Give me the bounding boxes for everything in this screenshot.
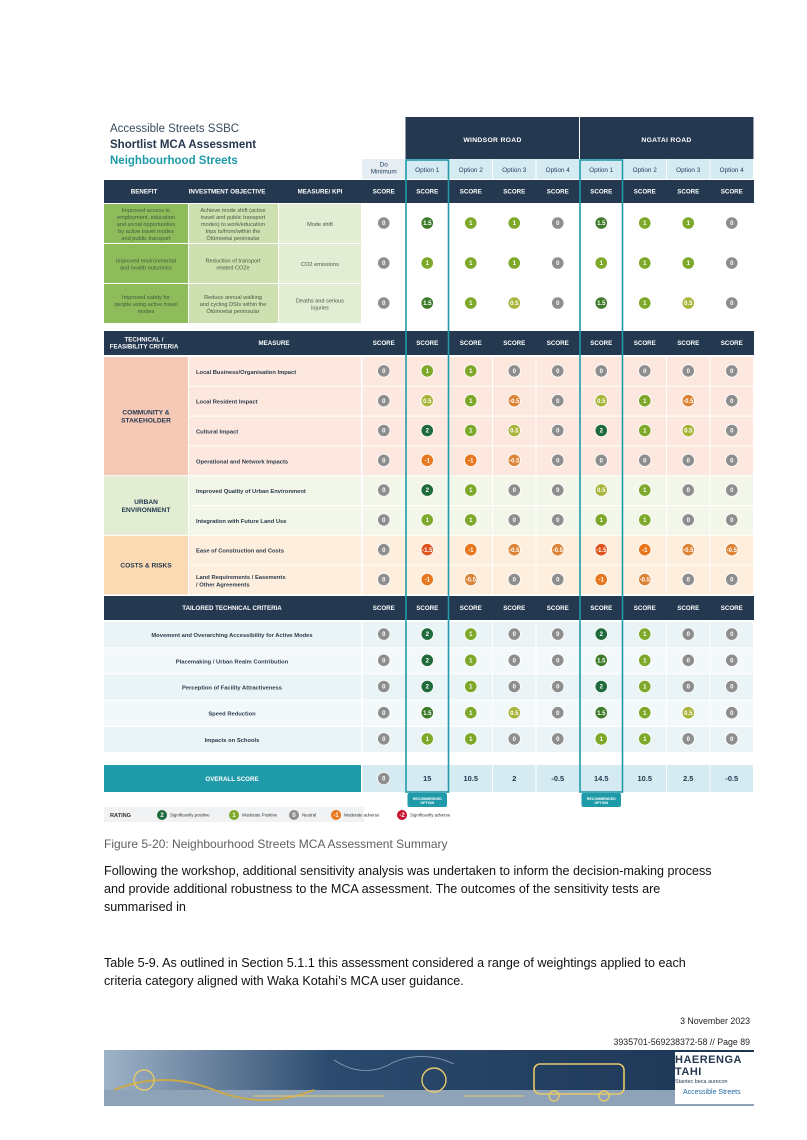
- kpi-text: Mode shift: [307, 222, 333, 228]
- overall-value: -0.5: [551, 774, 565, 784]
- benefit-text: and public transport: [121, 236, 171, 242]
- score-value: -0.5: [683, 398, 694, 405]
- objective-text: Ōtūmoetai peninsular: [206, 309, 260, 315]
- score-value: -1: [642, 547, 648, 554]
- score-value: 0: [512, 684, 516, 691]
- score-value: 0.5: [510, 301, 519, 308]
- logo-line-1: HAERENGA: [675, 1054, 742, 1066]
- group-label: URBAN: [134, 499, 158, 506]
- legend-label: Moderate Positive: [242, 812, 278, 818]
- footer-banner-illustration: [104, 1050, 754, 1106]
- score-header: SCORE: [590, 605, 613, 612]
- mca-assessment-figure: [104, 117, 754, 827]
- score-value: 0: [556, 221, 560, 228]
- measure-label: Land Requirements / Easements: [196, 574, 286, 581]
- score-value: 0: [643, 369, 647, 375]
- option-label: Option 1: [589, 167, 614, 174]
- score-value: 0: [599, 369, 603, 375]
- score-value: 0: [382, 577, 386, 584]
- benefit-text: Improved safety for: [122, 295, 170, 301]
- section-header-label: FEASIBILITY CRITERIA: [109, 343, 179, 351]
- score-value: 2: [425, 632, 429, 639]
- score-value: -0.5: [639, 577, 650, 584]
- score-value: 2: [599, 632, 603, 639]
- group-label: COMMUNITY &: [122, 409, 170, 417]
- measure-label: Local Business/Organisation Impact: [196, 369, 297, 376]
- overall-value: 15: [423, 774, 432, 784]
- score-value: 0: [730, 577, 734, 584]
- score-value: 0: [556, 488, 560, 495]
- recommended-label: OPTION: [420, 801, 435, 806]
- score-header: SCORE: [416, 188, 439, 196]
- figure-subtitle: Shortlist MCA Assessment: [110, 139, 257, 151]
- figure-caption: Figure 5-20: Neighbourhood Streets MCA Assessment Summary: [104, 837, 448, 851]
- score-value: -0.5: [509, 547, 520, 554]
- section-header-label: TAILORED TECHNICAL CRITERIA: [182, 605, 282, 612]
- tailored-measure-label: Speed Reduction: [208, 711, 256, 718]
- score-value: 0: [556, 398, 560, 405]
- benefit-text: people using active travel: [114, 302, 178, 308]
- overall-value: 14.5: [594, 774, 609, 784]
- score-header: SCORE: [720, 340, 743, 347]
- score-value: 0: [686, 369, 690, 375]
- score-value: 1: [512, 221, 516, 228]
- score-value: 0: [382, 488, 386, 495]
- score-value: 0: [730, 632, 734, 639]
- overall-value: -0.5: [725, 774, 739, 784]
- option-label: Option 4: [545, 167, 570, 174]
- score-value: 0: [512, 577, 516, 584]
- score-value: 0: [730, 710, 734, 717]
- score-value: 0: [556, 261, 560, 268]
- score-value: 1: [469, 710, 473, 717]
- benefit-text: modes: [137, 309, 155, 315]
- score-value: 0: [382, 221, 386, 228]
- section-header-label: INVESTMENT OBJECTIVE: [188, 188, 266, 196]
- score-value: 0: [382, 737, 386, 743]
- score-value: 0: [730, 428, 734, 435]
- benefit-text: and social opportunities: [116, 222, 176, 228]
- score-header: SCORE: [677, 605, 700, 612]
- score-header: SCORE: [677, 340, 700, 347]
- document-reference: 3935701-569238372-58 // Page 89: [613, 1037, 750, 1047]
- figure-title: Accessible Streets SSBC: [110, 123, 240, 135]
- score-value: 1: [686, 261, 690, 268]
- body-paragraph-1: Following the workshop, additional sensitivity analysis was undertaken to inform the decision-making process and provide additional robustness to the MCA assessment. The outcomes of the sensitivity tests are summarised in: [104, 864, 712, 914]
- overall-value: 2.5: [683, 774, 694, 784]
- logo-line-2: TAHI: [675, 1066, 702, 1078]
- score-header: SCORE: [416, 340, 439, 347]
- score-value: 1.5: [423, 301, 432, 308]
- score-value: 1: [643, 301, 647, 308]
- score-value: 0: [686, 458, 690, 465]
- objective-text: Reduce annual walking: [204, 295, 262, 301]
- score-value: 0: [382, 369, 386, 375]
- measure-label: / Other Agreements: [196, 582, 250, 589]
- score-header: SCORE: [590, 188, 613, 196]
- do-minimum-label: Do: [379, 161, 388, 169]
- score-value: 0: [556, 301, 560, 308]
- score-header: SCORE: [459, 340, 482, 347]
- score-header: SCORE: [459, 605, 482, 612]
- score-value: 0: [556, 658, 560, 665]
- option-label: Option 2: [632, 167, 657, 174]
- measure-label: Ease of Construction and Costs: [196, 548, 284, 555]
- score-value: 1.5: [423, 221, 432, 228]
- group-label: ENVIRONMENT: [121, 507, 171, 514]
- score-value: 0.5: [423, 398, 432, 405]
- overall-value: 2: [512, 774, 517, 784]
- score-value: -0.5: [552, 547, 563, 554]
- option-label: Option 2: [458, 167, 483, 174]
- score-header: SCORE: [372, 340, 395, 347]
- score-value: 1: [643, 632, 647, 639]
- tailored-measure-label: Placemaking / Urban Realm Contribution: [175, 659, 289, 666]
- score-value: 0: [382, 398, 386, 405]
- score-value: 1: [643, 398, 647, 405]
- benefit-text: Improved environmental: [115, 258, 177, 265]
- score-header: SCORE: [546, 188, 569, 196]
- legend-score: 2: [160, 812, 164, 819]
- score-value: 0: [512, 632, 516, 639]
- score-value: 0: [512, 658, 516, 665]
- score-value: 0: [686, 518, 690, 524]
- score-value: 0: [512, 737, 516, 743]
- score-value: 0: [382, 458, 386, 465]
- score-value: 0: [382, 301, 386, 308]
- score-value: 1: [643, 684, 647, 691]
- score-value: 0: [730, 658, 734, 665]
- legend-score: 0: [292, 812, 296, 819]
- legend-score: -1: [333, 812, 339, 819]
- objective-text: modes) to work/education: [200, 222, 266, 228]
- score-value: 1: [469, 518, 473, 524]
- score-value: 1: [643, 428, 647, 435]
- overall-value: 10.5: [463, 774, 478, 784]
- score-value: 0: [556, 577, 560, 584]
- score-value: 0: [686, 737, 690, 743]
- recommended-label: OPTION: [594, 801, 609, 806]
- score-value: 0: [556, 369, 560, 375]
- tailored-measure-label: Perception of Facility Attractiveness: [182, 685, 282, 692]
- score-header: SCORE: [720, 605, 743, 612]
- score-value: 1: [469, 398, 473, 405]
- document-date: 3 November 2023: [680, 1016, 750, 1026]
- score-value: 0: [556, 458, 560, 465]
- score-value: -1.5: [596, 547, 607, 554]
- score-value: 0: [512, 369, 516, 375]
- figure-category-title: Neighbourhood Streets: [110, 155, 238, 167]
- score-value: 0: [730, 737, 734, 743]
- score-value: 1: [643, 710, 647, 717]
- score-value: -1: [468, 458, 474, 465]
- score-value: 2: [599, 428, 603, 435]
- road-label: NGATAI ROAD: [641, 137, 692, 144]
- objective-text: trips to/from/within the: [205, 229, 261, 235]
- score-value: -0.5: [683, 547, 694, 554]
- objective-text: Reduction of transport: [205, 258, 261, 265]
- do-minimum-label: Minimum: [370, 168, 397, 176]
- score-value: 0: [730, 398, 734, 405]
- measure-label: Operational and Network Impacts: [196, 459, 289, 466]
- score-value: 0.5: [684, 301, 693, 308]
- score-header: SCORE: [372, 188, 395, 196]
- score-value: 0: [382, 632, 386, 639]
- legend-label: Neutral: [302, 812, 317, 818]
- score-value: 1.5: [597, 221, 606, 228]
- legend-score: 1: [232, 812, 236, 819]
- score-value: -1.5: [422, 547, 433, 554]
- score-header: SCORE: [677, 188, 700, 196]
- score-value: 0.5: [684, 710, 693, 717]
- score-value: 1: [469, 261, 473, 268]
- score-header: SCORE: [372, 605, 395, 612]
- score-value: 1.5: [423, 710, 432, 717]
- score-value: 2: [425, 488, 429, 495]
- score-value: 0: [686, 632, 690, 639]
- option-label: Option 4: [719, 167, 744, 174]
- score-value: 0: [686, 488, 690, 495]
- kpi-text: CO2 emissions: [301, 262, 339, 268]
- score-value: 1.5: [597, 710, 606, 717]
- objective-text: related CO2e: [216, 265, 250, 272]
- score-header: SCORE: [633, 188, 656, 196]
- score-value: 1: [643, 488, 647, 495]
- score-value: 0.5: [684, 428, 693, 435]
- score-value: 0: [382, 518, 386, 524]
- score-value: 0: [730, 301, 734, 308]
- score-value: 1: [643, 261, 647, 268]
- score-value: 0: [730, 369, 734, 375]
- section-header-label: TECHNICAL /: [124, 336, 164, 344]
- legend-label: Moderate adverse: [344, 812, 380, 818]
- score-value: 0: [382, 261, 386, 268]
- option-label: Option 3: [676, 167, 701, 174]
- score-value: 1: [469, 301, 473, 308]
- score-value: 1: [512, 261, 516, 268]
- score-value: 0: [512, 518, 516, 524]
- score-value: 2: [599, 684, 603, 691]
- score-value: 1: [469, 369, 473, 375]
- score-value: 1: [469, 488, 473, 495]
- score-value: 1: [469, 658, 473, 665]
- score-value: 0: [556, 632, 560, 639]
- score-header: SCORE: [503, 340, 526, 347]
- score-value: 0: [556, 737, 560, 743]
- score-value: 0: [730, 458, 734, 465]
- score-value: 0: [686, 658, 690, 665]
- measure-label: Local Resident Impact: [196, 399, 258, 406]
- recommended-label: RECOMMENDED: [586, 796, 616, 801]
- score-value: 0: [382, 684, 386, 691]
- score-value: 1: [469, 221, 473, 228]
- objective-text: travel and public transport: [200, 215, 266, 221]
- objective-text: and cycling DSIs within the: [199, 302, 267, 308]
- score-value: 0: [686, 684, 690, 691]
- score-value: 0: [382, 658, 386, 665]
- score-value: 2: [425, 684, 429, 691]
- objective-text: Achieve mode shift (active: [200, 208, 266, 214]
- score-value: 2: [425, 658, 429, 665]
- overall-value: 10.5: [637, 774, 652, 784]
- logo-partners: Stantec beca aurecon: [675, 1079, 728, 1085]
- score-value: 0: [643, 458, 647, 465]
- score-value: -1: [424, 458, 430, 465]
- score-header: SCORE: [633, 340, 656, 347]
- recommended-label: RECOMMENDED: [412, 796, 442, 801]
- score-value: 0: [730, 518, 734, 524]
- option-label: Option 1: [415, 167, 440, 174]
- score-value: -0.5: [509, 398, 520, 405]
- score-value: 0: [730, 221, 734, 228]
- score-header: SCORE: [546, 605, 569, 612]
- legend-label: Significantly positive: [170, 812, 210, 818]
- score-value: 1: [599, 737, 603, 743]
- score-value: 0: [730, 261, 734, 268]
- score-value: -1: [424, 577, 430, 584]
- score-value: 1.5: [597, 301, 606, 308]
- score-value: 1: [469, 632, 473, 639]
- tailored-measure-label: Impacts on Schools: [204, 737, 260, 744]
- legend-label: Significantly adverse: [410, 812, 451, 818]
- benefit-text: and health outcomes: [120, 265, 172, 272]
- legend-title: RATING: [110, 813, 132, 819]
- haerenga-tahi-logo: [675, 1052, 755, 1104]
- option-label: Option 3: [502, 167, 527, 174]
- score-header: SCORE: [590, 340, 613, 347]
- score-value: 0: [556, 518, 560, 524]
- score-value: 0: [382, 428, 386, 435]
- score-value: 0: [599, 458, 603, 465]
- score-value: 0: [382, 710, 386, 717]
- score-header: SCORE: [503, 605, 526, 612]
- score-value: 0.5: [597, 488, 606, 495]
- group-label: COSTS & RISKS: [120, 562, 172, 570]
- legend-score: -2: [399, 812, 405, 819]
- score-value: 0: [382, 776, 386, 783]
- benefit-text: Improved access to: [121, 208, 171, 214]
- score-value: 1: [643, 737, 647, 743]
- measure-label: Improved Quality of Urban Environment: [196, 489, 306, 496]
- score-value: 1: [643, 658, 647, 665]
- score-header: SCORE: [459, 188, 482, 196]
- score-header: SCORE: [720, 188, 743, 196]
- score-header: SCORE: [633, 605, 656, 612]
- score-value: 1: [686, 221, 690, 228]
- benefit-text: employment, education: [117, 215, 175, 221]
- score-value: 2: [425, 428, 429, 435]
- score-value: 0: [556, 710, 560, 717]
- measure-label: Cultural Impact: [196, 429, 239, 436]
- score-value: -0.5: [726, 547, 737, 554]
- score-value: 1: [425, 518, 429, 524]
- section-header-label: MEASURE/ KPI: [297, 188, 343, 196]
- score-value: 1: [425, 737, 429, 743]
- kpi-text: Deaths and serious: [295, 298, 345, 305]
- score-value: 1: [643, 518, 647, 524]
- score-value: 0.5: [510, 428, 519, 435]
- score-value: 1: [425, 261, 429, 268]
- group-label: STAKEHOLDER: [121, 417, 171, 425]
- score-value: 1: [425, 369, 429, 375]
- score-value: 0: [730, 684, 734, 691]
- score-value: 0: [730, 488, 734, 495]
- score-value: 1: [469, 684, 473, 691]
- score-value: 1: [599, 261, 603, 268]
- score-value: 1: [599, 518, 603, 524]
- score-value: -1: [598, 577, 604, 584]
- score-header: SCORE: [546, 340, 569, 347]
- score-value: 1: [469, 737, 473, 743]
- score-value: 0: [686, 577, 690, 584]
- score-value: 0: [512, 488, 516, 495]
- objective-text: Ōtūmoetai peninsular: [206, 236, 260, 242]
- score-value: -0.5: [509, 458, 520, 465]
- road-label: WINDSOR ROAD: [463, 137, 522, 144]
- score-value: 0: [382, 547, 386, 554]
- kpi-text: injuries: [311, 305, 329, 312]
- score-header: SCORE: [503, 188, 526, 196]
- score-value: 0: [556, 428, 560, 435]
- score-value: 1: [643, 221, 647, 228]
- overall-score-label: OVERALL SCORE: [205, 776, 259, 783]
- score-value: 0.5: [597, 398, 606, 405]
- tailored-measure-label: Movement and Overarching Accessibility for Active Modes: [151, 633, 313, 640]
- measure-label: Integration with Future Land Use: [196, 518, 287, 525]
- section-header-label: MEASURE: [258, 340, 290, 347]
- score-value: -1: [468, 547, 474, 554]
- score-value: 0.5: [510, 710, 519, 717]
- score-value: 1: [469, 428, 473, 435]
- body-paragraph-2: Table 5-9. As outlined in Section 5.1.1 this assessment considered a range of weightings applied to each criteria category aligned with Waka Kotahi’s MCA user guidance.: [104, 956, 686, 988]
- section-header-label: BENEFIT: [130, 188, 158, 196]
- score-header: SCORE: [416, 605, 439, 612]
- benefit-text: by active travel modes: [118, 229, 174, 235]
- score-value: 0: [556, 684, 560, 691]
- logo-subtitle: Accessible Streets: [683, 1089, 741, 1096]
- score-value: 1.5: [597, 658, 606, 665]
- score-value: -0.5: [465, 577, 476, 584]
